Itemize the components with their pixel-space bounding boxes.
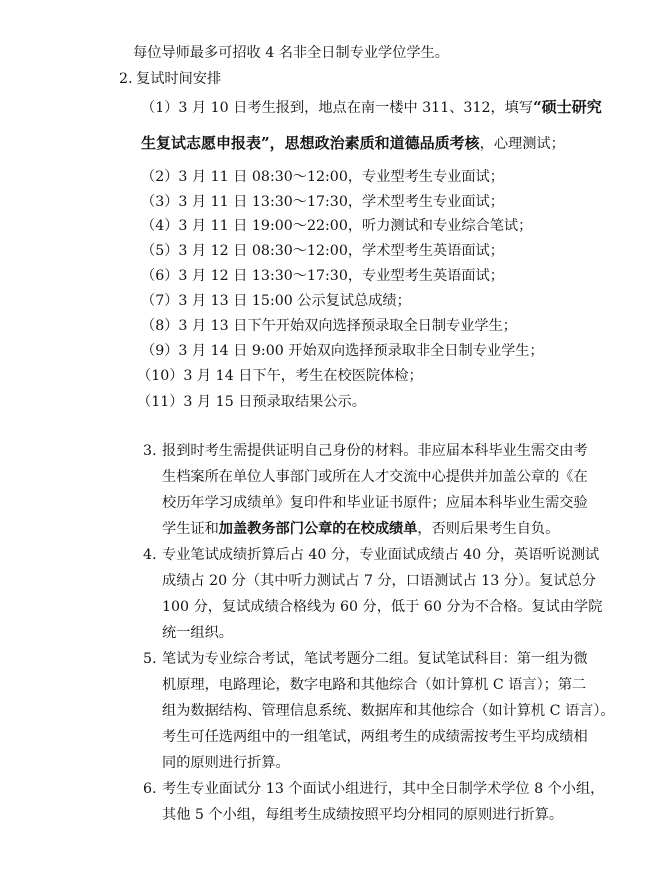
section4-line1: 专业笔试成绩折算后占 40 分，专业面试成绩占 40 分，英语听说测试 [162, 547, 600, 563]
schedule-item-2: （2）3 月 11 日 08:30～12:00，专业型考生专业面试； [141, 169, 504, 185]
section4-number: 4. [143, 547, 157, 563]
section3-line4-c: ，否则后果考生自负。 [417, 521, 560, 537]
section3-line4-a: 学生证和 [162, 521, 219, 537]
section3-line1: 报到时考生需提供证明自己身份的材料。非应届本科毕业生需交由考 [162, 443, 588, 459]
section4-line3: 100 分，复试成绩合格线为 60 分，低于 60 分为不合格。复试由学院 [162, 599, 603, 615]
section5-number: 5. [143, 651, 157, 667]
schedule-item-1-tail: ，心理测试； [479, 136, 565, 152]
section4-line4: 统一组织。 [162, 625, 233, 641]
section4-line2: 成绩占 20 分（其中听力测试占 7 分，口语测试占 13 分）。复试总分 [162, 573, 596, 589]
schedule-item-3: （3）3 月 11 日 13:30～17:30，学术型考生专业面试； [141, 194, 504, 210]
section2-number: 2. [119, 71, 133, 87]
schedule-item-9: （9）3 月 14 日 9:00 开始双向选择预录取非全日制专业学生； [141, 343, 544, 359]
section5-line4: 考生可任选两组中的一组笔试，两组考生的成绩需按考生平均成绩相 [162, 729, 588, 745]
section3-line4 [162, 519, 559, 539]
section5-line1: 笔试为专业综合考试，笔试考题分二组。复试笔试科目：第一组为微 [162, 651, 588, 667]
section3-line2: 生档案所在单位人事部门或所在人才交流中心提供并加盖公章的《在 [162, 469, 588, 485]
schedule-item-11: （11）3 月 15 日预录取结果公示。 [137, 394, 366, 410]
section6-number: 6. [143, 781, 157, 797]
schedule-item-6: （6）3 月 12 日 13:30～17:30，专业型考生英语面试； [141, 268, 504, 284]
schedule-item-1-line2 [141, 133, 565, 154]
section6-line1: 考生专业面试分 13 个面试小组进行，其中全日制学术学位 8 个小组， [162, 781, 605, 797]
schedule-item-8: （8）3 月 13 日下午开始双向选择预录取全日制专业学生； [141, 318, 517, 334]
section2-title: 复试时间安排 [136, 71, 222, 87]
section3-number: 3. [143, 443, 157, 459]
section3-line3: 校历年学习成绩单》复印件和毕业证书原件；应届本科毕业生需交验 [162, 495, 588, 511]
section5-line5: 同的原则进行折算。 [162, 755, 290, 771]
schedule-item-10: （10）3 月 14 日下午，考生在校医院体检； [137, 368, 423, 384]
schedule-item-7: （7）3 月 13 日 15:00 公示复试总成绩； [141, 293, 411, 309]
section3-line4-bold: 加盖教务部门公章的在校成绩单 [218, 521, 418, 537]
section6-line2: 其他 5 个小组，每组考生成绩按照平均分相同的原则进行折算。 [162, 807, 564, 823]
schedule-item-1-bold-a: “硕士研究 [533, 98, 602, 116]
intro-line: 每位导师最多可招收 4 名非全日制专业学位学生。 [133, 45, 449, 61]
section5-line3: 组为数据结构、管理信息系统、数据库和其他综合（如计算机 C 语言）。 [162, 703, 615, 719]
schedule-item-1-bold-b: 生复试志愿申报表”，思想政治素质和道德品质考核 [141, 134, 480, 152]
section5-line2: 机原理，电路理论，数字电路和其他综合（如计算机 C 语言）；第二 [162, 677, 587, 693]
schedule-item-1-text: （1）3 月 10 日考生报到，地点在南一楼中 311、312，填写 [141, 100, 534, 116]
schedule-item-5: （5）3 月 12 日 08:30～12:00，学术型考生英语面试； [141, 243, 504, 259]
schedule-item-4: （4）3 月 11 日 19:00～22:00，听力测试和专业综合笔试； [141, 218, 533, 234]
schedule-item-1-line1 [141, 97, 602, 118]
